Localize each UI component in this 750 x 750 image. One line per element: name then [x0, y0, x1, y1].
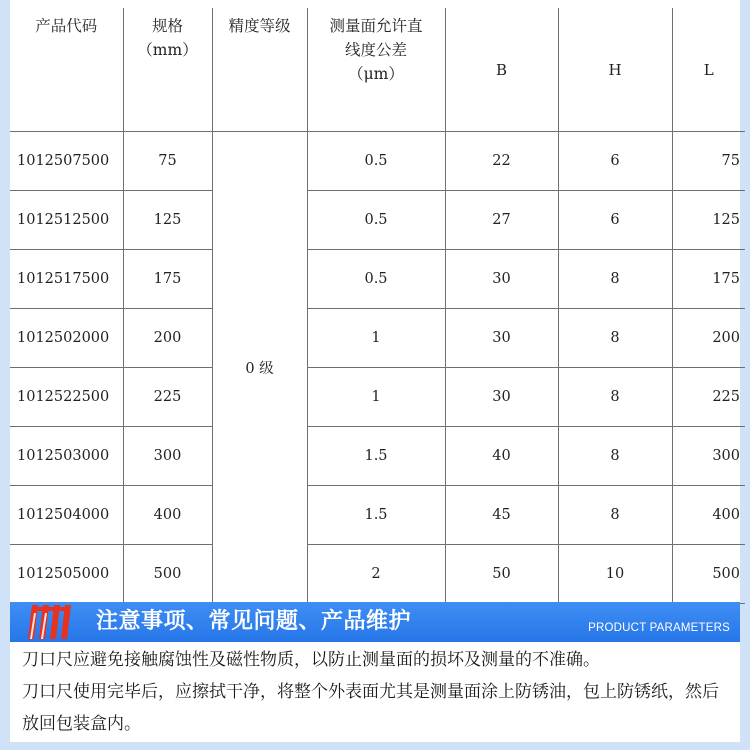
- cell-h: 6: [558, 132, 672, 191]
- cell-tolerance: 1: [307, 309, 445, 368]
- cell-h: 8: [558, 250, 672, 309]
- cell-h: 8: [558, 368, 672, 427]
- header-b: B: [445, 8, 558, 132]
- header-tol-line2: 线度公差: [344, 41, 407, 59]
- banner-subtitle: PRODUCT PARAMETERS: [588, 622, 730, 634]
- cell-spec: 400: [123, 486, 212, 545]
- cell-l: 75: [672, 132, 745, 191]
- cell-spec: 75: [123, 132, 212, 191]
- cell-code: 1012507500: [10, 132, 123, 191]
- left-border: [0, 0, 10, 750]
- cell-h: 8: [558, 427, 672, 486]
- cell-spec: 175: [123, 250, 212, 309]
- cell-h: 6: [558, 191, 672, 250]
- cell-spec: 225: [123, 368, 212, 427]
- cell-b: 22: [445, 132, 558, 191]
- cell-b: 30: [445, 309, 558, 368]
- cell-tolerance: 1: [307, 368, 445, 427]
- cell-tolerance: 0.5: [307, 250, 445, 309]
- cell-l: 300: [672, 427, 745, 486]
- spec-table: [10, 8, 745, 604]
- header-tolerance: [307, 8, 445, 132]
- cell-code: 1012503000: [10, 427, 123, 486]
- note-line-1: 刀口尺应避免接触腐蚀性及磁性物质，以防止测量面的损坏及测量的不准确。: [22, 650, 600, 670]
- cell-h: 8: [558, 486, 672, 545]
- header-l: L: [672, 8, 745, 132]
- cell-l: 400: [672, 486, 745, 545]
- cell-spec: 300: [123, 427, 212, 486]
- cell-h: 8: [558, 309, 672, 368]
- table-row: [10, 545, 745, 604]
- table-header-row: [10, 8, 745, 132]
- cell-code: 1012522500: [10, 368, 123, 427]
- cell-code: 1012502000: [10, 309, 123, 368]
- cell-tolerance: 2: [307, 545, 445, 604]
- cell-l: 200: [672, 309, 745, 368]
- cell-tolerance: 0.5: [307, 132, 445, 191]
- header-code: 产品代码: [10, 8, 123, 132]
- table-row: [10, 132, 745, 191]
- cell-spec: 200: [123, 309, 212, 368]
- cell-tolerance: 0.5: [307, 191, 445, 250]
- table-row: [10, 191, 745, 250]
- cell-tolerance: 1.5: [307, 486, 445, 545]
- cell-code: 1012517500: [10, 250, 123, 309]
- cell-h: 10: [558, 545, 672, 604]
- note-line-2: 刀口尺使用完毕后，应擦拭干净，将整个外表面尤其是测量面涂上防锈油，包上防锈纸，然后放回包装盒内。: [22, 682, 719, 734]
- cell-b: 40: [445, 427, 558, 486]
- table-body: [10, 132, 745, 604]
- header-spec-line2: （mm）: [137, 41, 198, 59]
- cell-spec: 500: [123, 545, 212, 604]
- cell-l: 175: [672, 250, 745, 309]
- bottom-border: [0, 742, 750, 750]
- table-row: [10, 486, 745, 545]
- brand-logo-icon: [26, 605, 86, 639]
- table-row: [10, 368, 745, 427]
- cell-l: 125: [672, 191, 745, 250]
- cell-spec: 125: [123, 191, 212, 250]
- cell-l: 225: [672, 368, 745, 427]
- cell-tolerance: 1.5: [307, 427, 445, 486]
- cell-l: 500: [672, 545, 745, 604]
- header-tol-line3: （μm）: [348, 65, 404, 83]
- header-grade: 精度等级: [212, 8, 307, 132]
- header-spec: [123, 8, 212, 132]
- cell-b: 50: [445, 545, 558, 604]
- cell-b: 45: [445, 486, 558, 545]
- banner-title: 注意事项、常见问题、产品维护: [96, 609, 412, 634]
- table-row: [10, 250, 745, 309]
- cell-code: 1012504000: [10, 486, 123, 545]
- maintenance-notes: [22, 644, 734, 740]
- cell-code: 1012512500: [10, 191, 123, 250]
- header-h: H: [558, 8, 672, 132]
- cell-code: 1012505000: [10, 545, 123, 604]
- table-row: [10, 427, 745, 486]
- section-banner: [10, 602, 740, 642]
- header-spec-line1: 规格: [151, 17, 183, 35]
- cell-b: 27: [445, 191, 558, 250]
- cell-b: 30: [445, 250, 558, 309]
- header-tol-line1: 测量面允许直: [329, 17, 423, 35]
- cell-b: 30: [445, 368, 558, 427]
- cell-grade: 0 级: [212, 132, 307, 604]
- table-row: [10, 309, 745, 368]
